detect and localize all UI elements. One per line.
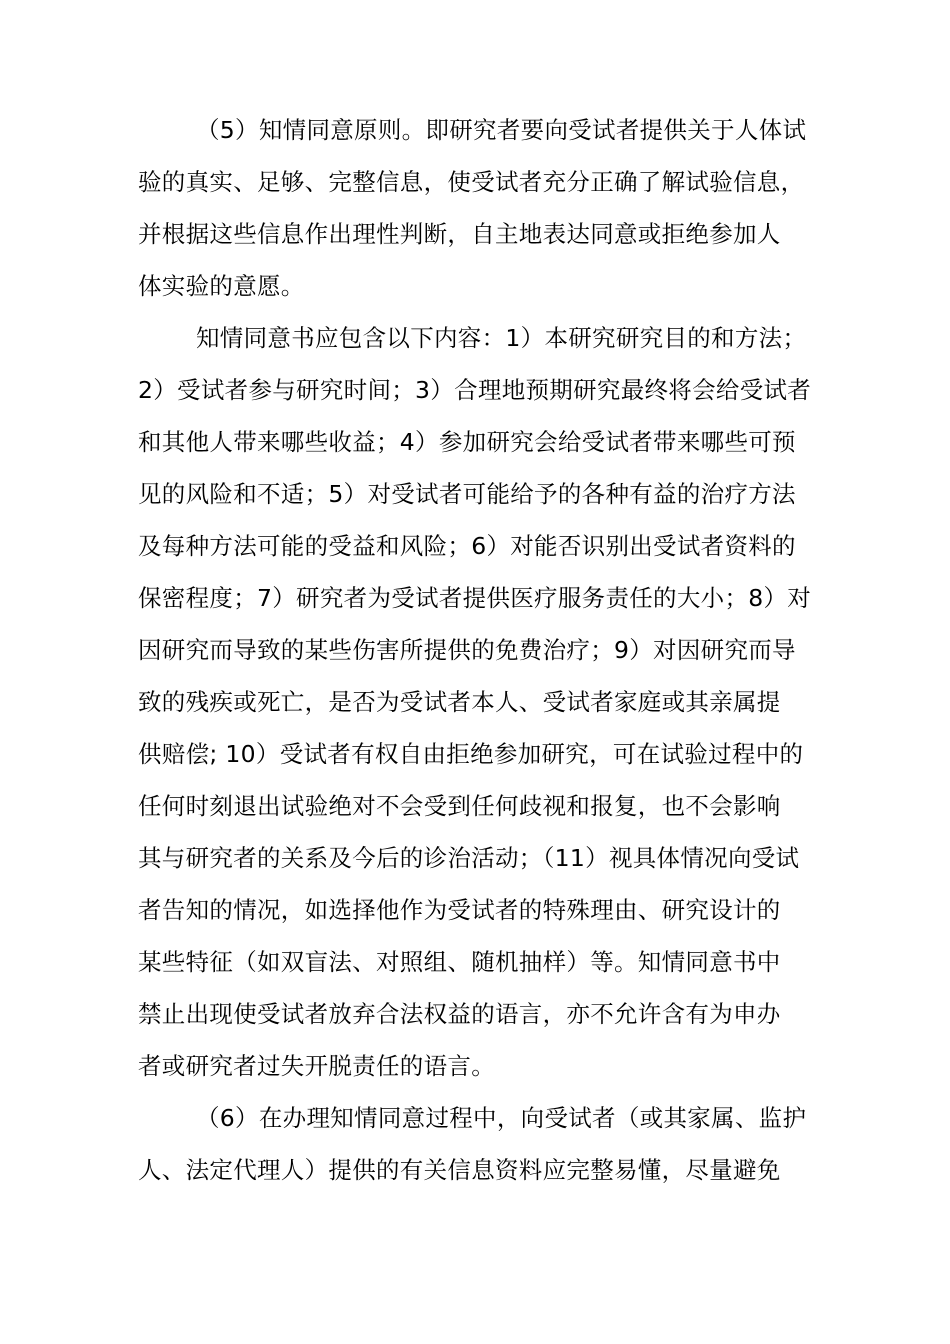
text-line: 及每种方法可能的受益和风险；6）对能否识别出受试者资料的 [138, 532, 796, 560]
text-line: 任何时刻退出试验绝对不会受到任何歧视和报复，也不会影响 [138, 792, 781, 820]
text-line: 保密程度；7）研究者为受试者提供医疗服务责任的大小；8）对 [138, 584, 812, 612]
paragraph-6-consent-process [138, 1092, 826, 1196]
text-line: 见的风险和不适；5）对受试者可能给予的各种有益的治疗方法 [138, 480, 796, 508]
text-line: （6）在办理知情同意过程中，向受试者（或其家属、监护 [196, 1104, 807, 1132]
document-body [138, 104, 826, 1196]
paragraph-5-informed-consent-principle [138, 104, 826, 312]
text-line: 2）受试者参与研究时间；3）合理地预期研究最终将会给受试者 [138, 376, 812, 404]
text-line: 供赔偿; 10）受试者有权自由拒绝参加研究，可在试验过程中的 [138, 740, 804, 768]
paragraph-consent-form-contents [138, 312, 826, 1092]
text-line: 其与研究者的关系及今后的诊治活动；（11）视具体情况向受试 [138, 844, 800, 872]
text-line: 和其他人带来哪些收益；4）参加研究会给受试者带来哪些可预 [138, 428, 796, 456]
text-line: 人、法定代理人）提供的有关信息资料应完整易懂，尽量避免 [138, 1156, 781, 1184]
text-line: 者告知的情况，如选择他作为受试者的特殊理由、研究设计的 [138, 896, 781, 924]
text-line: 知情同意书应包含以下内容：1）本研究研究目的和方法； [196, 324, 807, 352]
text-line: 并根据这些信息作出理性判断，自主地表达同意或拒绝参加人 [138, 220, 781, 248]
text-line: 体实验的意愿。 [138, 272, 305, 300]
text-line: 者或研究者过失开脱责任的语言。 [138, 1052, 495, 1080]
text-line: 禁止出现使受试者放弃合法权益的语言，亦不允许含有为申办 [138, 1000, 781, 1028]
text-line: 某些特征（如双盲法、对照组、随机抽样）等。知情同意书中 [138, 948, 781, 976]
text-line: 致的残疾或死亡，是否为受试者本人、受试者家庭或其亲属提 [138, 688, 781, 716]
text-line: （5）知情同意原则。即研究者要向受试者提供关于人体试 [196, 116, 807, 144]
text-line: 验的真实、足够、完整信息，使受试者充分正确了解试验信息， [138, 168, 805, 196]
text-line: 因研究而导致的某些伤害所提供的免费治疗；9）对因研究而导 [138, 636, 796, 664]
